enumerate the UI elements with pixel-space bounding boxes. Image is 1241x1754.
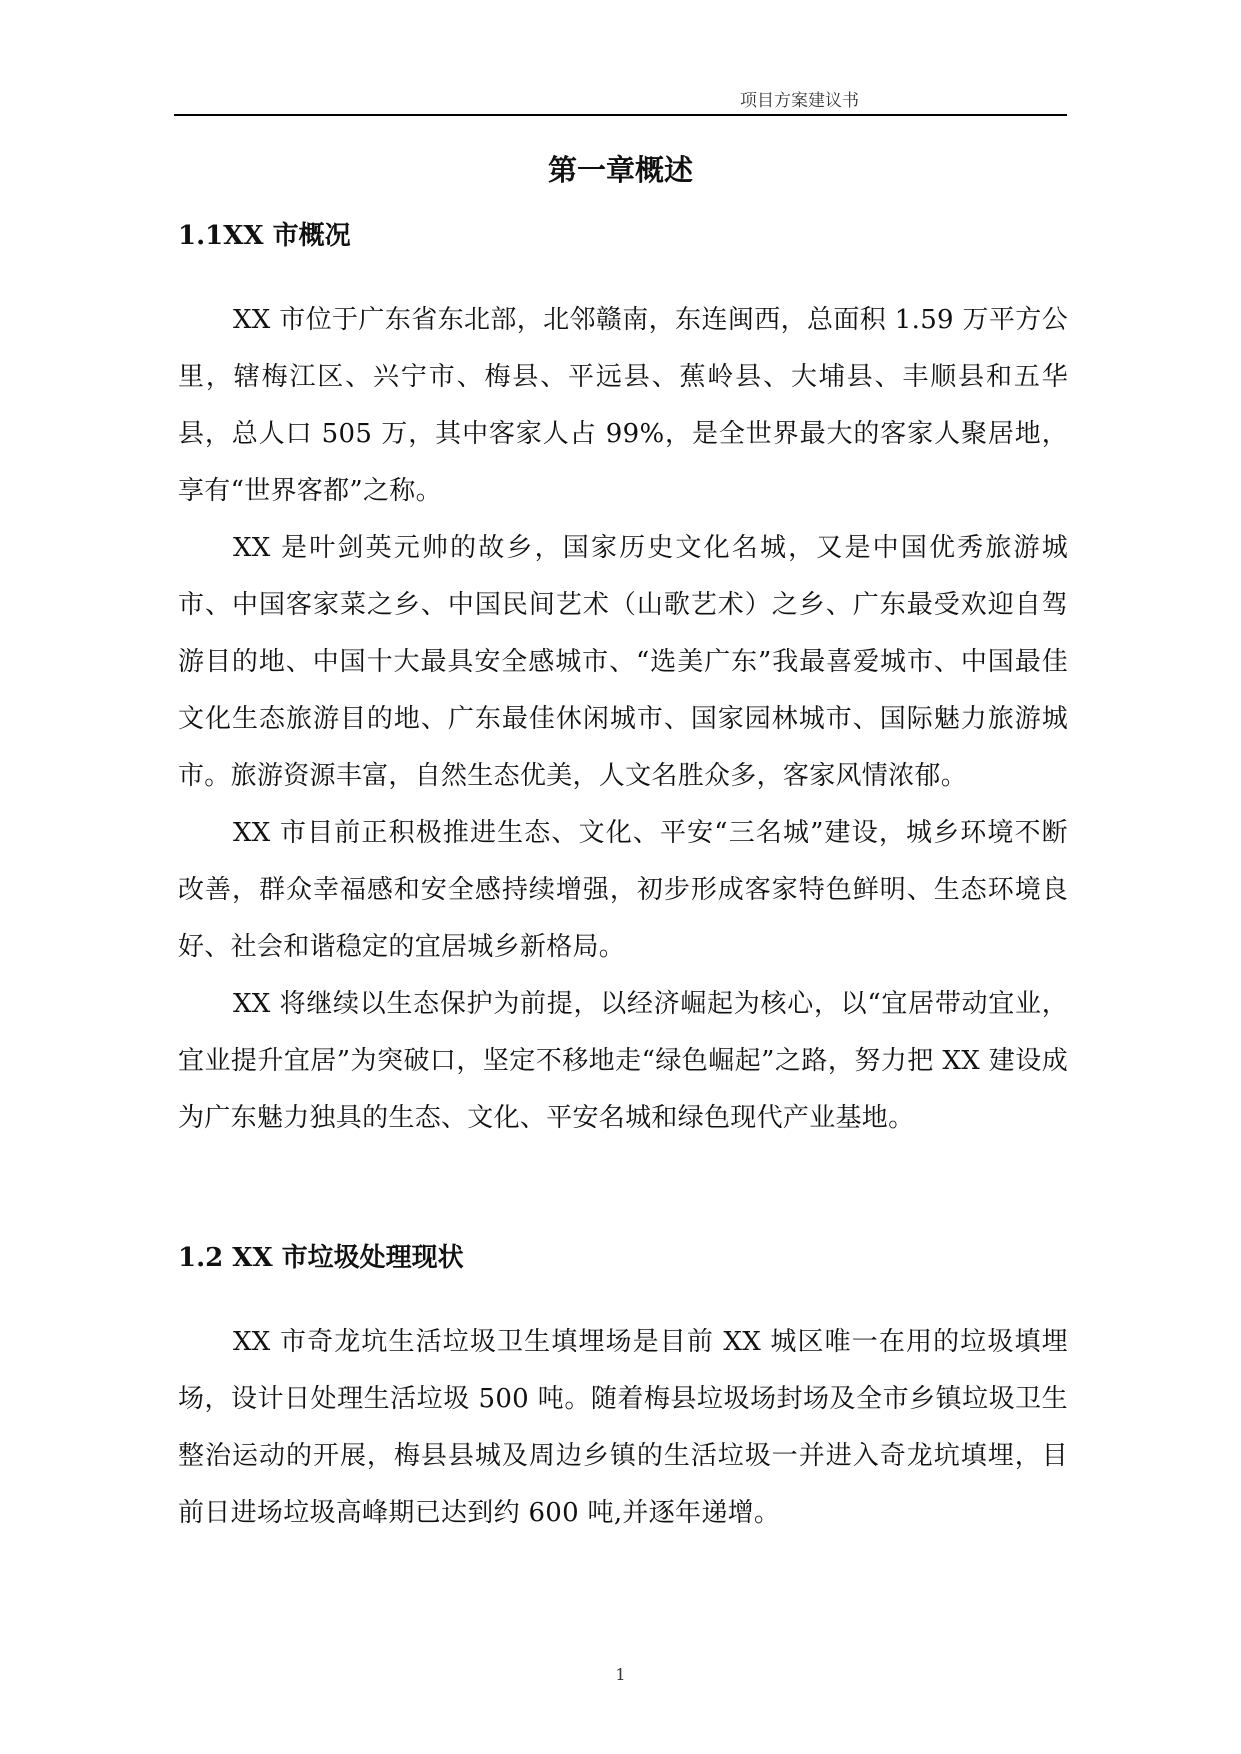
section-heading-1-2: 1.2 XX 市垃圾处理现状: [178, 1243, 464, 1273]
paragraph: XX 是叶剑英元帅的故乡，国家历史文化名城，又是中国优秀旅游城市、中国客家菜之乡、中国民间艺术（山歌艺术）之乡、广东最受欢迎自驾游目的地、中国十大最具安全感城市、“选美广东”我最喜爱城市、中国最佳文化生态旅游目的地、广东最佳休闲城市、国家园林城市、国际魅力旅游城市。旅游资源丰富，自然生态优美，人文名胜众多，客家风情浓郁。: [178, 533, 1068, 791]
page-number: 1: [615, 1665, 626, 1684]
section-1-1-body: [178, 292, 1068, 1147]
section-1-2-body: [178, 1314, 1068, 1542]
running-header-title: 项目方案建议书: [740, 91, 859, 111]
header-rule: [174, 114, 1067, 116]
running-header: [174, 86, 1067, 111]
paragraph: XX 市目前正积极推进生态、文化、平安“三名城”建设，城乡环境不断改善，群众幸福感和安全感持续增强，初步形成客家特色鲜明、生态环境良好、社会和谐稳定的宜居城乡新格局。: [178, 818, 1068, 962]
paragraph: XX 市奇龙坑生活垃圾卫生填埋场是目前 XX 城区唯一在用的垃圾填埋场，设计日处理生活垃圾 500 吨。随着梅县垃圾场封场及全市乡镇垃圾卫生整治运动的开展，梅县县城及周边乡镇的生活垃圾一并进入奇龙坑填埋，目前日进场垃圾高峰期已达到约 600 吨,并逐年递增。: [178, 1327, 1068, 1528]
paragraph: XX 市位于广东省东北部，北邻赣南，东连闽西，总面积 1.59 万平方公里，辖梅江区、兴宁市、梅县、平远县、蕉岭县、大埔县、丰顺县和五华县，总人口 505 万，其中客家人占 99%，是全世界最大的客家人聚居地，享有“世界客都”之称。: [178, 305, 1068, 506]
section-heading-1-1: 1.1XX 市概况: [178, 221, 351, 251]
paragraph: XX 将继续以生态保护为前提，以经济崛起为核心，以“宜居带动宜业，宜业提升宜居”为突破口，坚定不移地走“绿色崛起”之路，努力把 XX 建设成为广东魅力独具的生态、文化、平安名城和绿色现代产业基地。: [178, 989, 1068, 1133]
chapter-title: 第一章概述: [547, 153, 693, 187]
